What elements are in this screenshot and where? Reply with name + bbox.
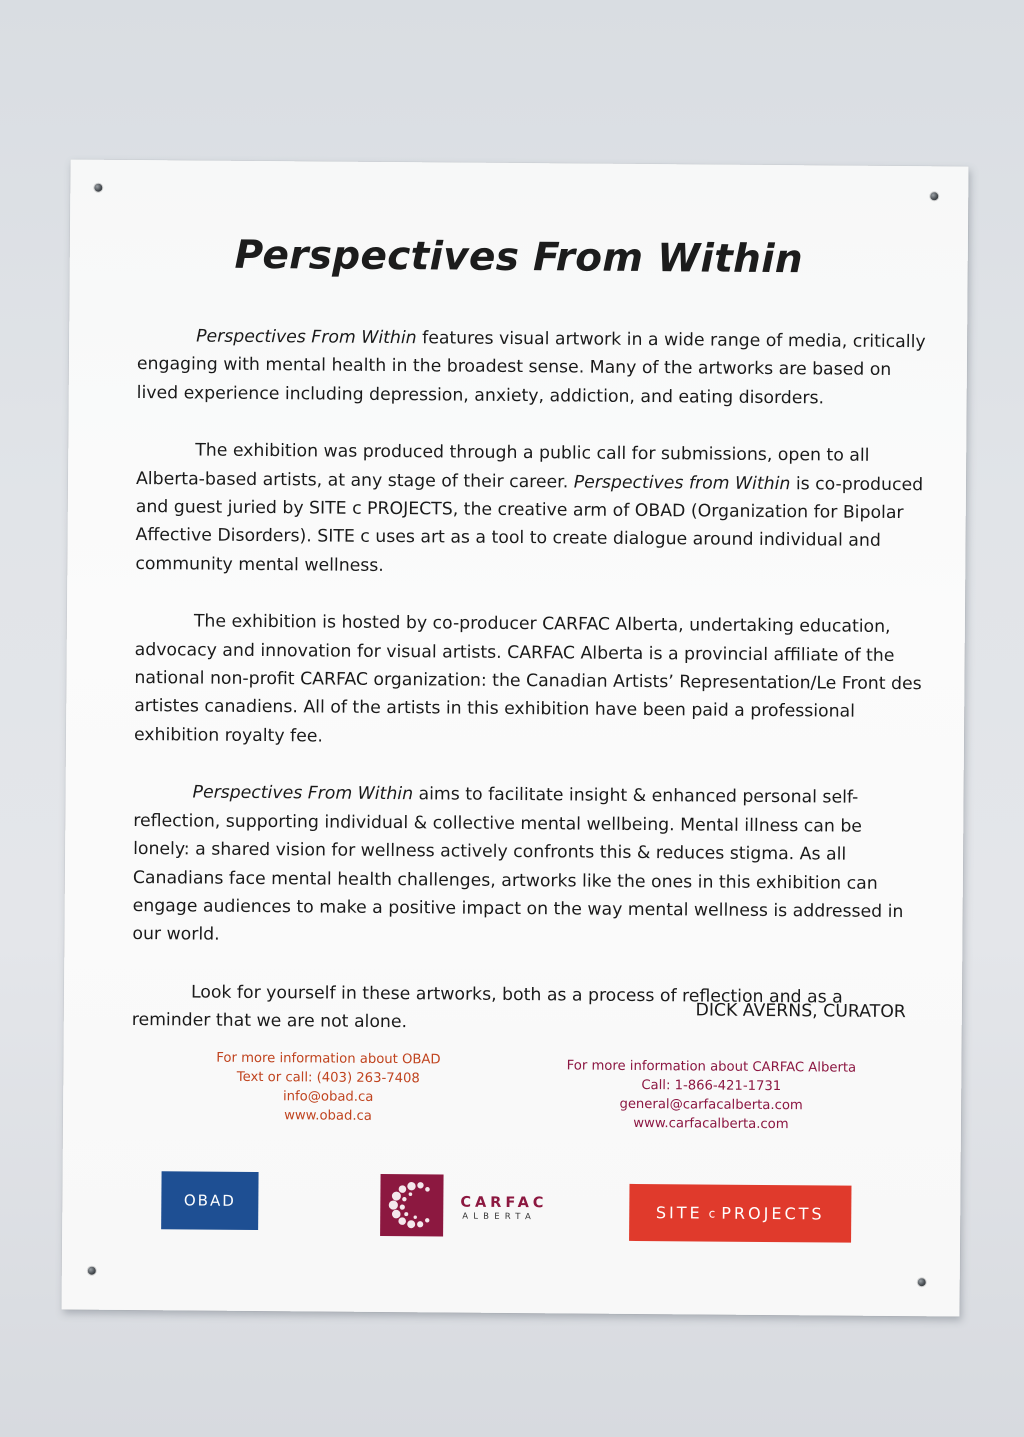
curator-signature: DICK AVERNS, CURATOR — [695, 1000, 906, 1023]
screw-icon — [930, 192, 938, 200]
sign-title: Perspectives From Within — [234, 232, 804, 283]
carfac-contact-block — [561, 1056, 862, 1134]
carfac-c-mark-icon — [380, 1174, 443, 1236]
obad-contact-block — [193, 1048, 464, 1126]
obad-contact-heading: For more information about OBAD — [216, 1050, 441, 1068]
carfac-logo — [380, 1174, 560, 1239]
carfac-contact-heading: For more information about CARFAC Alberta — [566, 1058, 857, 1076]
screw-icon — [94, 184, 102, 192]
carfac-logo-subword: ALBERTA — [462, 1211, 537, 1223]
paragraph-text: Look for yourself in these artworks, both as a process of reflection and as a reminder that we are not alone. — [131, 982, 843, 1033]
paragraph-text: features visual artwork in a wide range of media, critically engaging with mental health in the broadest sense. Many of the artworks are based on lived experience including depression, anxiety, addiction, and eating disorders. — [136, 328, 926, 409]
carfac-website: www.carfacalberta.com — [633, 1115, 789, 1133]
carfac-email: general@carfacalberta.com — [619, 1096, 803, 1114]
paragraph-text: The exhibition was produced through a public call for submissions, open to all Alberta-based artists, at any stage of their career. — [135, 440, 870, 493]
site-logo-c: c — [708, 1206, 716, 1221]
body-paragraph — [132, 778, 923, 955]
obad-phone: Text or call: (403) 263-7408 — [236, 1069, 420, 1087]
body-paragraph — [135, 436, 926, 584]
paragraph-text: The exhibition is hosted by co-producer CARFAC Alberta, undertaking education, advocacy and innovation for visual artists. CARFAC Alberta is a provincial affiliate of the national non-profit CARFAC organization: the Canadian Artists’ Representation/Le Front des artistes canadiens. All of the artists in this exhibition have been paid a professional exhibition royalty fee. — [133, 611, 922, 747]
exhibition-title-italic: Perspectives from Within — [573, 472, 791, 494]
paragraph-text: is co-produced and guest juried by SITE c PROJECTS, the creative arm of OBAD (Organization for Bipolar Affective Disorders). SITE c uses art as a tool to create dialogue around individual and community mental wellness. — [135, 473, 924, 576]
paragraph-text: aims to facilitate insight & enhanced personal self-reflection, supporting individual & collective mental wellbeing. Mental illness can be lonely: a shared vision for wellness actively confronts this & reduces stigma. As all Canadians face mental health challenges, artworks like the ones in this exhibition can engage audiences to make a positive impact on the way mental wellness is addressed in our world. — [132, 784, 904, 945]
obad-email: info@obad.ca — [282, 1089, 374, 1105]
site-logo-left: SITE — [655, 1203, 703, 1223]
obad-logo — [161, 1171, 258, 1230]
site-c-projects-logo — [629, 1184, 851, 1243]
screw-icon — [88, 1267, 96, 1275]
carfac-phone: Call: 1-866-421-1731 — [641, 1078, 782, 1095]
exhibition-title-italic: Perspectives From Within — [192, 782, 414, 805]
screw-icon — [918, 1278, 926, 1286]
obad-website: www.obad.ca — [284, 1108, 372, 1124]
body-paragraph — [134, 607, 925, 755]
obad-logo-text: OBAD — [183, 1191, 236, 1210]
site-logo-right: PROJECTS — [721, 1203, 825, 1224]
carfac-logo-word: CARFAC — [460, 1194, 548, 1212]
exhibition-title-italic: Perspectives From Within — [196, 326, 417, 349]
body-paragraph — [137, 322, 928, 413]
sign-body — [131, 322, 927, 1070]
exhibition-sign — [61, 159, 968, 1316]
